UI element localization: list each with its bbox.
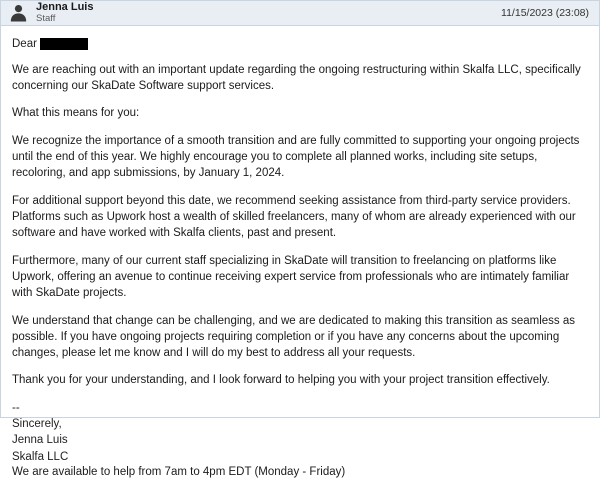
paragraph-change-support: We understand that change can be challenging, and we are dedicated to making this transition as seamless as possible. If you have ongoing projects requiring completion or if you have any concerns about the upcoming changes, please let me know and I will do my best to address all your requests. [12,314,575,360]
signature-block [12,400,588,465]
paragraph-closing-thanks: Thank you for your understanding, and I look forward to helping you with your project transition effectively. [12,374,550,387]
user-avatar-icon [9,3,28,22]
greeting-prefix: Dear [12,37,37,50]
paragraph-staff-freelancing: Furthermore, many of our current staff specializing in SkaDate will transition to freelancing on platforms like Upwork, offering an avenue to continue receiving expert service from professionals who are intimately familiar with SkaDate projects. [12,254,570,300]
paragraph-what-this-means: What this means for you: [12,107,140,120]
paragraph-transition-support: We recognize the importance of a smooth transition and are fully committed to supporting your ongoing projects until the end of this year. We highly encourage you to complete all planned works, including site setups, recoloring, and app submissions, by January 1, 2024. [12,134,580,180]
signature-company: Skalfa LLC [12,450,69,463]
message-header [1,1,599,26]
availability-note: We are available to help from 7am to 4pm EDT (Monday - Friday) [12,466,346,479]
paragraph-third-party-support: For additional support beyond this date, we recommend seeking assistance from third-party service providers. Platforms such as Upwork host a wealth of skilled freelancers, many of whom are already experienced with our software and have worked with Skalfa clients, past and present. [12,194,576,240]
redacted-recipient-name [40,38,88,50]
paragraph-intro: We are reaching out with an important update regarding the ongoing restructuring within Skalfa LLC, specifically concerning our SkaDate Software support services. [12,63,581,92]
signature-closing: Sincerely, [12,418,62,431]
greeting-line [12,38,588,50]
signature-divider: -- [12,401,20,414]
message-timestamp: 11/15/2023 (23:08) [501,6,589,19]
signature-name: Jenna Luis [12,434,68,447]
sender-block [36,1,491,25]
message-body [1,26,599,491]
sender-role: Staff [36,12,56,24]
sender-name: Jenna Luis [36,1,94,13]
